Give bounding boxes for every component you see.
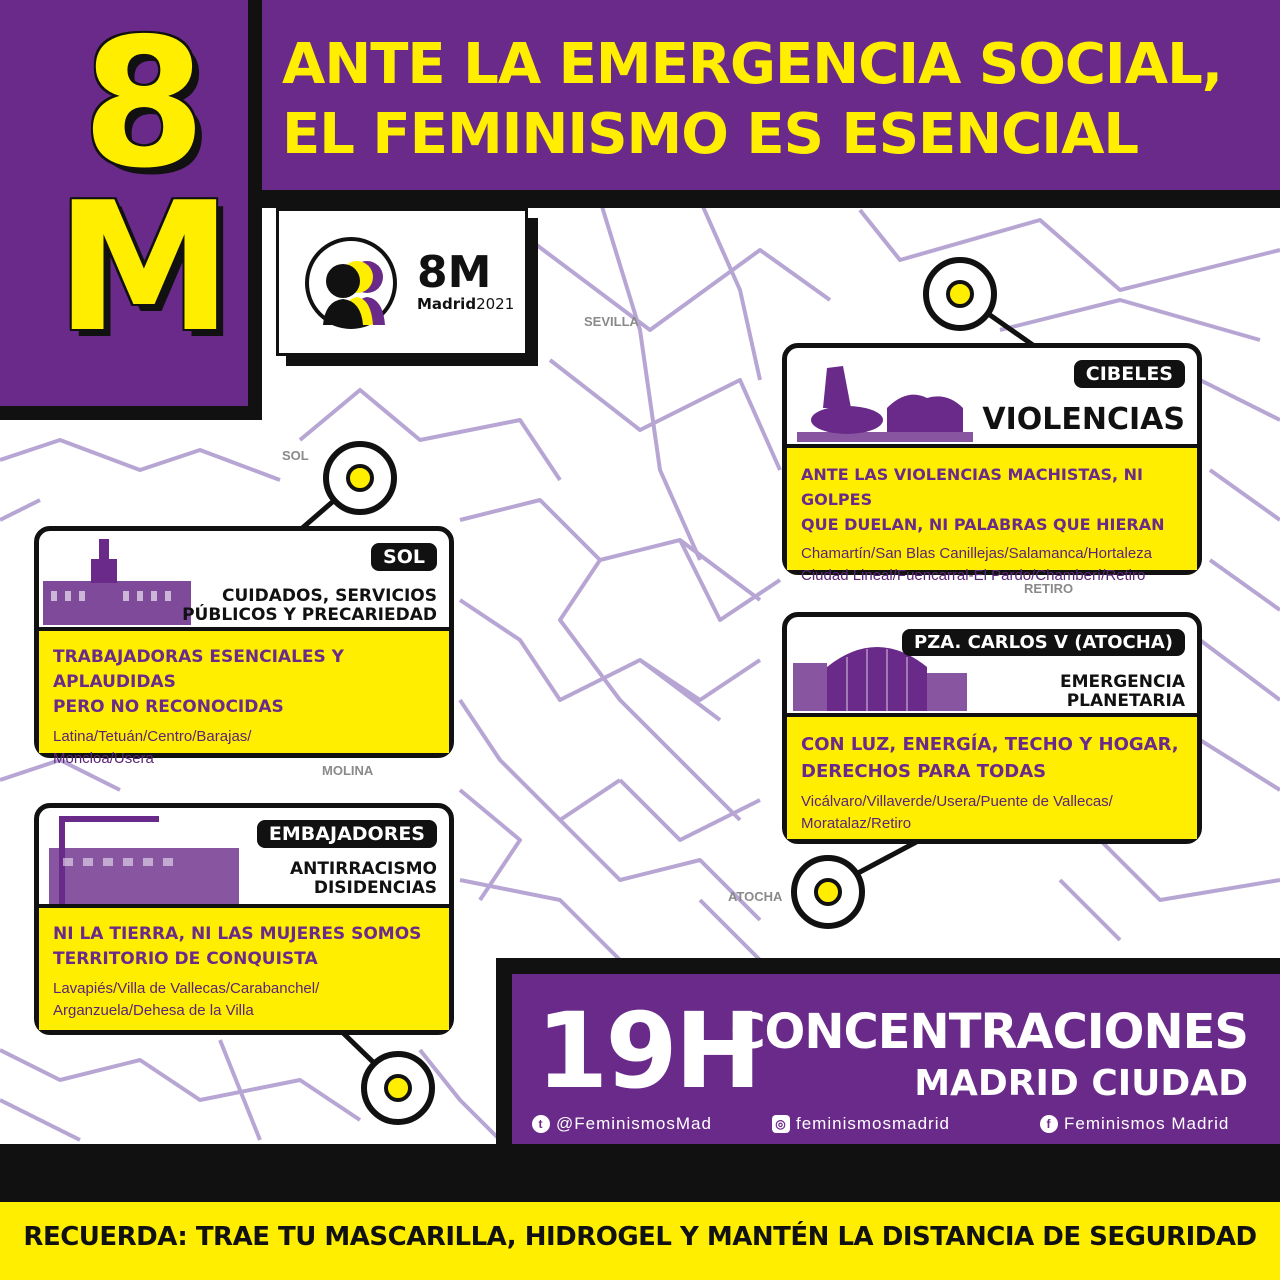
instagram-icon: ◎ [772,1115,790,1133]
map-label-molina: MOLINA [322,763,374,778]
map-label-sevilla: SEVILLA [584,314,639,329]
theme-cibeles-line1: VIOLENCIAS [982,402,1185,437]
header-shadow [262,190,1280,208]
map-label-retiro: RETIRO [1024,581,1074,596]
theme-atocha-line1: EMERGENCIA [1060,672,1185,692]
slogan-embajadores-line1: NI LA TIERRA, NI LAS MUJERES SOMOS [53,924,422,944]
big-8: 8 [82,0,206,207]
logo-silhouettes-icon [305,237,397,329]
tag-sol: SOL [371,543,437,571]
districts-sol-line2: Moncloa/Usera [53,750,154,767]
logo [276,208,528,356]
logo-title: 8M [417,247,492,298]
headline-line1: ANTE LA EMERGENCIA SOCIAL, [282,32,1223,97]
districts-sol-line1: Latina/Tetuán/Centro/Barajas/ [53,728,252,745]
districts-cibeles-line1: Chamartín/San Blas Canillejas/Salamanca/Hortaleza [801,545,1153,562]
theme-sol-line2: PÚBLICOS Y PRECARIEDAD [182,605,437,625]
page-title [282,30,1242,170]
big-8m-mark [44,0,244,371]
tag-embajadores: EMBAJADORES [257,820,437,848]
event-title-line2: MADRID CIUDAD [914,1063,1248,1104]
big-m: M [55,163,233,371]
districts-cibeles-line2: Ciudad Lineal/Fuencarral-El Pardo/Chamberí/Retiro [801,567,1146,584]
event-time: 19H [536,990,759,1112]
facebook-icon: f [1040,1115,1058,1133]
slogan-atocha-line2: DERECHOS PARA TODAS [801,761,1047,782]
tag-cibeles: CIBELES [1074,360,1185,388]
slogan-sol-line1: TRABAJADORAS ESENCIALES Y APLAUDIDAS [53,647,344,692]
logo-city: Madrid [417,295,477,313]
headline-line2: EL FEMINISMO ES ESENCIAL [282,102,1139,167]
theme-atocha-line2: PLANETARIA [1066,691,1185,711]
theme-embajadores-line1: ANTIRRACISMO [289,859,437,879]
map-label-sol: SOL [282,448,309,463]
card-atocha [782,612,1202,844]
fountain-cibeles-image [787,348,977,448]
instagram-handle: feminismosmadrid [796,1114,950,1133]
building-embajadores-image [39,808,259,908]
twitter-icon: t [532,1115,550,1133]
map-label-atocha: ATOCHA [728,889,783,904]
tag-atocha: PZA. CARLOS V (ATOCHA) [902,629,1185,656]
event-title [730,1004,1248,1108]
slogan-sol-line2: PERO NO RECONOCIDAS [53,697,284,717]
districts-atocha-line2: Moratalaz/Retiro [801,815,912,832]
twitter-handle: @FeminismosMad [556,1114,712,1133]
facebook-handle: Feminismos Madrid [1064,1114,1230,1133]
slogan-atocha-line1: CON LUZ, ENERGÍA, TECHO Y HOGAR, [801,734,1179,755]
event-title-line1: CONCENTRACIONES [730,1004,1248,1060]
theme-sol-line1: CUIDADOS, SERVICIOS [222,586,437,606]
card-embajadores [34,803,454,1035]
logo-year: 2021 [476,295,515,313]
districts-atocha-line1: Vicálvaro/Villaverde/Usera/Puente de Vallecas/ [801,793,1113,810]
slogan-cibeles-line2: QUE DUELAN, NI PALABRAS QUE HIERAN [801,515,1165,534]
theme-embajadores-line2: DISIDENCIAS [313,878,437,898]
slogan-cibeles-line1: ANTE LAS VIOLENCIAS MACHISTAS, NI GOLPES [801,465,1143,509]
districts-embajadores-line2: Arganzuela/Dehesa de la Villa [53,1002,254,1019]
black-band [0,1144,1280,1202]
social-twitter[interactable] [532,1114,712,1134]
reminder-text: RECUERDA: TRAE TU MASCARILLA, HIDROGEL Y MANTÉN LA DISTANCIA DE SEGURIDAD [23,1222,1257,1252]
social-facebook[interactable] [1040,1114,1229,1134]
card-sol [34,526,454,767]
districts-embajadores-line1: Lavapiés/Villa de Vallecas/Carabanchel/ [53,980,320,997]
card-cibeles [782,343,1202,584]
social-instagram[interactable] [772,1114,950,1134]
slogan-embajadores-line2: TERRITORIO DE CONQUISTA [53,949,318,969]
